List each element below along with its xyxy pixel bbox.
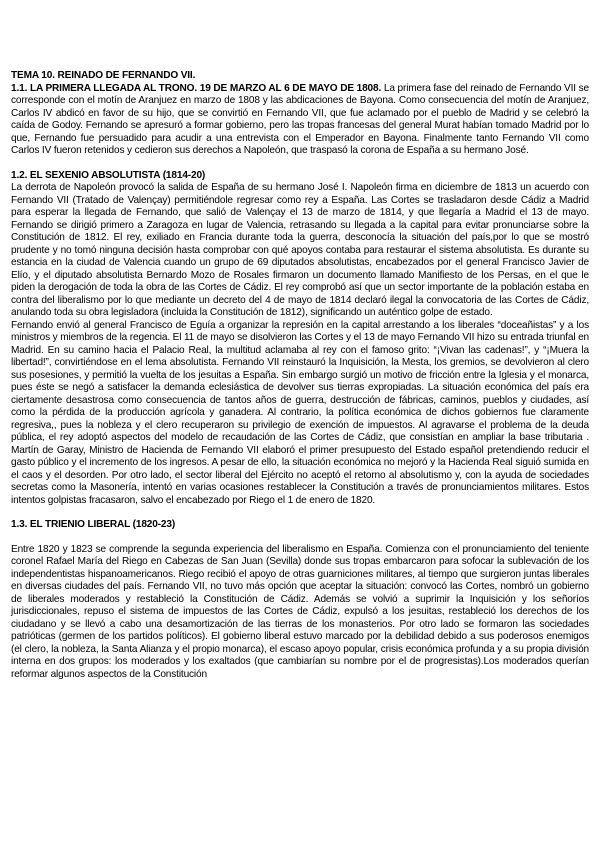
spacer — [11, 532, 589, 544]
section-3-paragraph-1: Entre 1820 y 1823 se comprende la segunda experiencia del liberalismo en España. Comienza con el pronunciamiento del teniente coronel Rafael María del Riego en Cabezas de San Juan (Sevilla) donde sus tropas embarcaron para sofocar la sublevación de los independentistas hispanoamericanos. Riego recibió el apoyo de otras guarniciones militares, al tiempo que surgieron juntas liberales en diversas ciudades del país. Fernando VII, no tuvo más opción que aceptar la situación: convocó las Cortes, nombró un gobierno de liberales moderados y restableció la Constitución de Cádiz. Además se volvió a suprimir la Inquisición y los señoríos jurisdiccionales, repuso el sistema de impuestos de las Cortes de Cádiz, expulsó a los jesuitas, restableció los derechos de los ciudadano y se llevó a cabo una desamortización de las tierras de los monasterios. Por otro lado se formaron las sociedades patrióticas (germen de los partidos políticos). El gobierno liberal estuvo marcado por la debilidad debido a sus poderosos enemigos (el clero, la nobleza, la Santa Alianza y el propio monarca), el escaso apoyo popular, crisis económica profunda y a su propia división interna en dos grupos: los moderados y los exaltados (que cambiarían su nombre por el de progresistas).Los moderados querían reformar algunos aspectos de la Constitución — [11, 543, 589, 680]
document-title: TEMA 10. REINADO DE FERNANDO VII. — [11, 70, 196, 81]
section-2-paragraph-1: La derrota de Napoleón provocó la salida de España de su hermano José I. Napoleón firma en diciembre de 1813 un acuerdo con Fernando VII (Tratado de Valençay) permitiéndole regresar como rey a España. Las Cortes se trasladaron desde Cádiz a Madrid para esperar la llegada de Fernando, que salió de Valençay el 13 de marzo de 1814, y que llegaría a Madrid el 13 de mayo. Fernando se dirigió primero a Zaragoza en lugar de Valencia, retrasando su llegada a la capital para evitar pronunciarse sobre la Constitución de 1812. El rey, exiliado en Francia durante toda la guerra, desconocía la situación del país,por lo que se mostró prudente y no tomó ninguna decisión hasta comprobar con qué apoyos contaba para restaurar el sistema absolutista. Es durante su estancia en la ciudad de Valencia cuando un grupo de 69 diputados absolutistas, encabezados por el general Francisco Javier de Elío, y el diputado absolutista Bernardo Mozo de Rosales firmaron un documento llamado Manifiesto de los Persas, en el que le piden la derogación de toda la obra de las Cortes de Cádiz. El rey comprobó así que un sector importante de la población estaba en contra del liberalismo por lo que mediante un decreto del 4 de mayo de 1814 declaró ilegal la convocatoria de las Cortes de Cádiz, anulando toda su obra legisladora (incluida la Constitución de 1812), significando un auténtico golpe de estado. — [11, 182, 589, 318]
section-1-text: La primera fase del reinado de Fernando VII se corresponde con el motín de Aranjuez en marzo de 1808 y las abdicaciones de Bayona. Como consecuencia del motín de Aranjuez, Carlos IV abdicó en favor de su hijo, que se convirtió en Fernando VII, que fue aclamado por el pueblo de Madrid y se celebró la caída de Godoy. Fernando se apresuró a formar gobierno, pero las tropas francesas del general Murat habían tomado Madrid por lo que, Fernando fue persuadido para acudir a una entrevista con el Emperador en Bayona. Finalmente tanto Fernando VII como Carlos IV fueron retenidos y cedieron sus derechos a Napoleón, que traspasó la corona de España a su hermano José. — [11, 82, 590, 156]
document-page — [11, 70, 589, 681]
section-2-heading: 1.2. EL SEXENIO ABSOLUTISTA (1814-20) — [11, 169, 206, 181]
section-1-heading: 1.1. LA PRIMERA LLEGADA AL TRONO. 19 DE MARZO AL 6 DE MAYO DE 1808. — [11, 82, 382, 94]
section-1-paragraph — [11, 83, 589, 158]
spacer — [11, 507, 589, 519]
spacer — [11, 158, 589, 170]
section-3-heading: 1.3. EL TRIENIO LIBERAL (1820-23) — [11, 519, 176, 530]
section-2-paragraph-2: Fernando envió al general Francisco de Eguía a organizar la represión en la capital arrestando a los liberales “doceañistas” y a los ministros y miembros de la regencia. El 11 de mayo se disolvieron las Cortes y el 13 de mayo Fernando VII hizo su entrada triunfal en Madrid. En su camino hacia el Palacio Real, la multitud aclamaba al rey con el famoso grito: “¡Vivan las cadenas!”, y “¡Muera la libertad!”, convirtiéndose en el lema absolutista. Fernando VII reinstauró la Inquisición, la Mesta, los gremios, se devolvieron al clero sus posesiones, y permitió la vuelta de los jesuitas a España. Sin embargo surgió un motivo de fricción entre la Iglesia y el monarca, pues éste se negó a satisfacer la demanda eclesiástica de devolver sus tierras expropiadas. La situación económica del país era ciertamente desastrosa como consecuencia de tantos años de guerra, destrucción de fábricas, caminos, pueblos y ciudades, así como la pérdida de la producción agrícola y ganadera. Al contrario, la política económica de dichos gobiernos fue claramente regresiva,, pues la nobleza y el clero recuperaron su privilegio de exención de impuestos. Al agravarse el problema de la deuda pública, el rey adoptó aspectos del modelo de recaudación de las Cortes de Cádiz, que consistían en ampliar la base tributaria . Martín de Garay, Ministro de Hacienda de Fernando VII elaboró el primer presupuesto del Estado español pretendiendo reducir el gasto público y el incremento de los ingresos. A pesar de ello, la situación económica no mejoró y la Hacienda Real siguió sumida en el caos y el desorden. Por otro lado, el sector liberal del Ejército no aceptó el retorno al absolutismo y, con la ayuda de sociedades secretas como la Masonería, intentó en varias ocasiones restablecer la Constitución a través de pronunciamientos militares. Estos intentos golpistas fracasaron, salvo el encabezado por Riego el 1 de enero de 1820. — [11, 319, 589, 506]
